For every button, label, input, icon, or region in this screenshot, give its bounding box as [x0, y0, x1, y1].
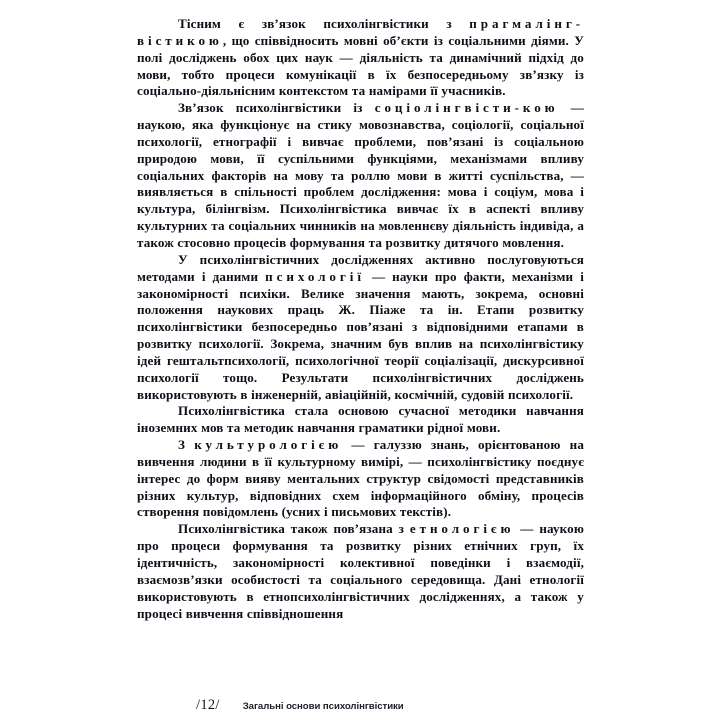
emphasised-term: культурологією [194, 437, 343, 453]
page-number: /12/ [196, 697, 220, 713]
emphasised-term: прагмалінг-вістикою [137, 16, 584, 48]
emphasised-term: етнологією [409, 521, 515, 537]
para-pragmalinguistics: Тісним є зв’язок психолінгвістики з прагмалінг-вістикою, що співвідносить мовні об’єкти із соціальними діями. У полі досліджень обох цих наук — діяльність та динамічний підхід до мови, тобто процеси комунікації в їх безпосередньому зв’язку із соціально-діяльнісним контекстом та намірами її учасників. [137, 16, 584, 99]
emphasised-term: психології [265, 268, 365, 284]
para-sociolinguistics: Зв’язок психолінгвістики із соціолінгвісти-кою — наукою, яка функціонує на стику мовознавства, соціології, соціальної психології, етнографії і вивчає проблеми, пов’язані із соціальною природою мови, її суспільними функціями, механізмами впливу соціальних факторів на мову та роллю мови в житті суспільства, — виявляється в спільності проблем дослідження: мова і соціум, мова і культура, білінгвізм. Психолінгвістика вивчає їх в аспекті впливу культурних та соціальних чинників на мовленнєву діяльність індивіда, а також стосовно процесів формування та розвитку дитячого мовлення. [137, 100, 584, 250]
para-culturology: З культурологією — галуззю знань, орієнтованою на вивчення людини в її культурному вимірі, — психолінгвістику поєднує інтерес до форм вияву ментальних структур свідомості представників різних культур, відповідних схем інформаційного обміну, процесів створення повідомлень (усних і письмових текстів). [137, 437, 584, 520]
running-head: Загальні основи психолінгвістики [242, 701, 404, 712]
page-footer [137, 697, 584, 714]
para-methodology: Психолінгвістика стала основою сучасної методики навчання іноземних мов та методик навчання граматики рідної мови. [137, 403, 584, 436]
para-psychology: У психолінгвістичних дослідженнях активно послуговуються методами і даними психології — науки про факти, механізми і закономірності психіки. Велике значення мають, зокрема, основні положення наукових праць Ж. Піаже та ін. Етапи розвитку психолінгвістики безпосередньо пов’язані з відповідними етапами в розвитку психології. Зокрема, значним був вплив на психолінгвістику ідей гештальтпсихології, психологічної теорії соціалізації, дискурсивної психології тощо. Результати психолінгвістичних досліджень використовують в інженерній, авіаційній, космічній, судовій психології. [137, 251, 584, 402]
emphasised-term: соціолінгвісти-кою [374, 100, 559, 116]
body-text-column [137, 16, 584, 622]
para-ethnology: Психолінгвістика також пов’язана з етнологією — наукою про процеси формування та розвитку різних етнічних груп, їх ідентичність, закономірності колективної поведінки і взаємодії, взаємозв’язки особистості та соціального середовища. Дані етнології використовують в етнопсихолінгвістичних дослідженнях, а також у процесі вивчення співвідношення [137, 521, 584, 621]
